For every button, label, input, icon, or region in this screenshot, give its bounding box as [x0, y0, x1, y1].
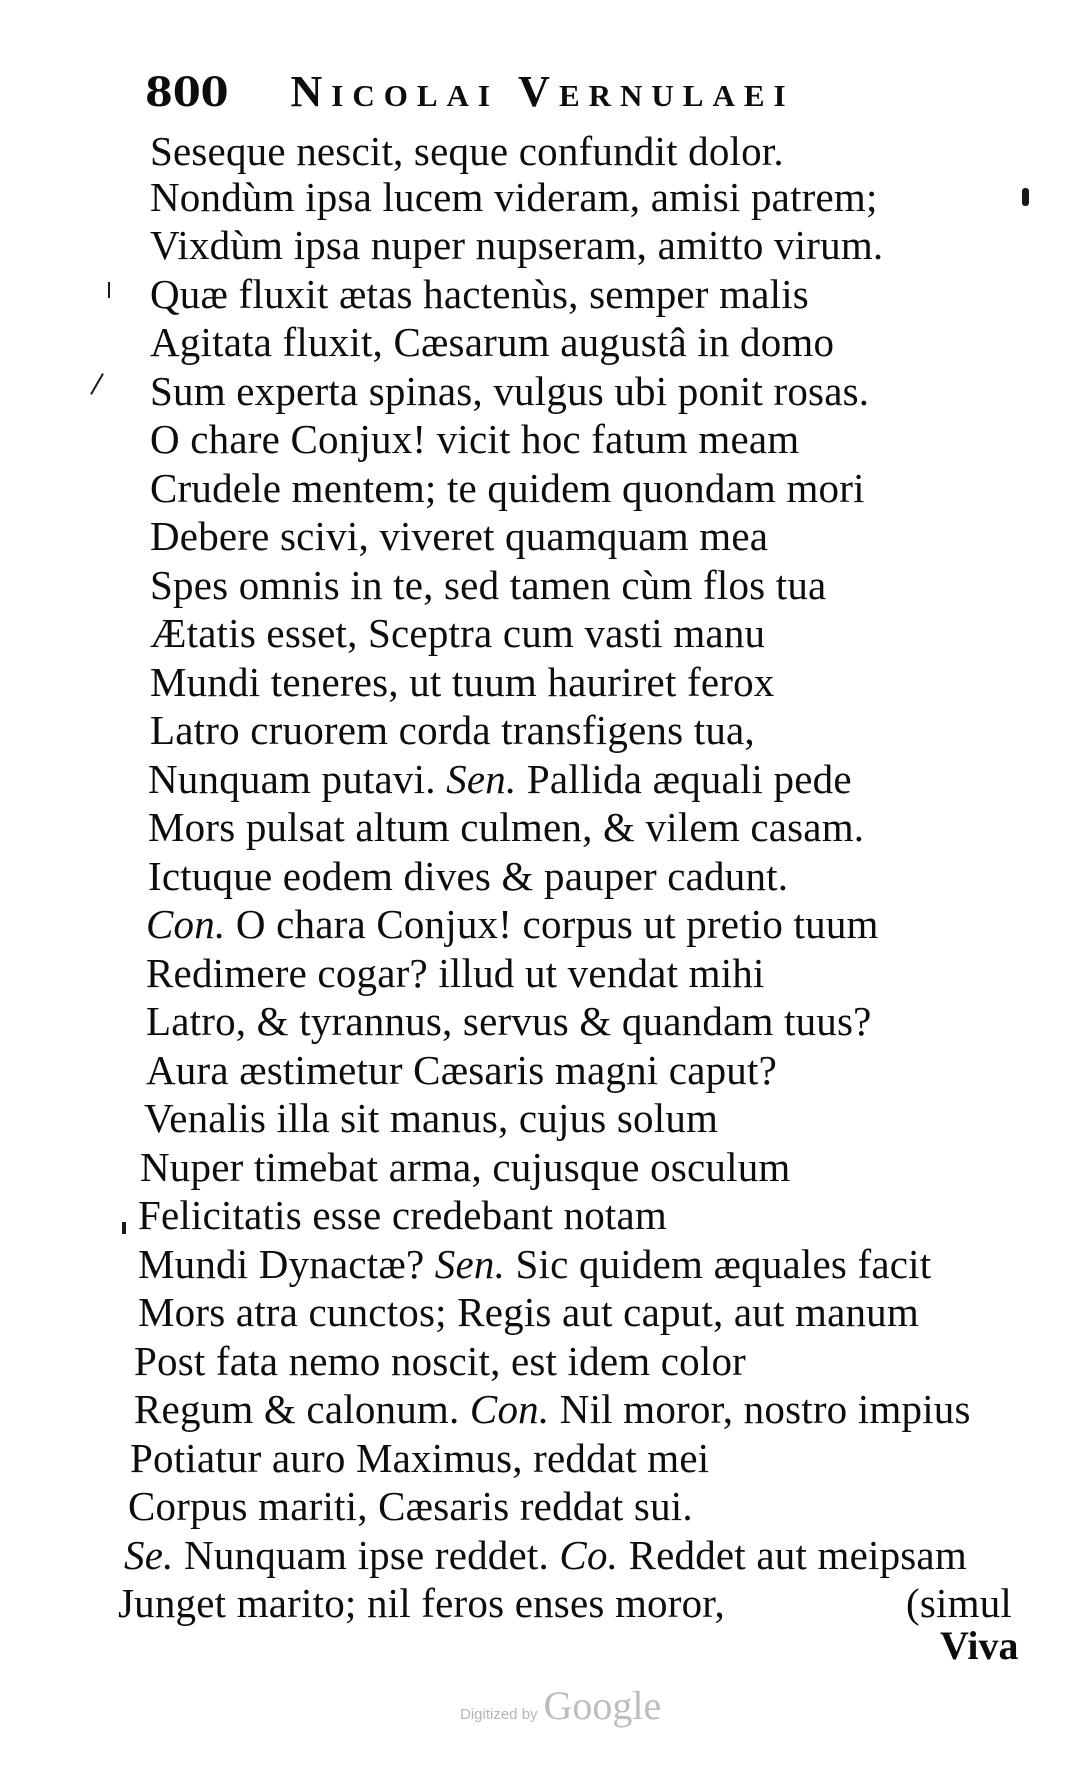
verse-line-11: [150, 610, 765, 656]
verse-text: Sum experta spinas, vulgus ubi ponit rosas.: [150, 368, 870, 414]
margin-mark: [90, 373, 104, 395]
verse-line-31: [118, 1580, 1038, 1626]
running-head: Nicolai Vernulaei: [290, 67, 795, 116]
verse-text: Vixdùm ipsa nuper nupseram, amitto virum.: [150, 222, 884, 268]
verse-line-9: [150, 513, 768, 559]
verse-text: Mundi teneres, ut tuum hauriret ferox: [150, 659, 775, 705]
verse-text: Spes omnis in te, sed tamen cùm flos tua: [150, 562, 827, 608]
speaker-name: Con.: [146, 901, 226, 947]
verse-line-26: [134, 1338, 746, 1384]
verse-text: Redimere cogar? illud ut vendat mihi: [146, 950, 765, 996]
verse-line-21: [144, 1095, 718, 1141]
verse-line-7: [150, 416, 799, 462]
margin-mark: [1022, 188, 1029, 206]
verse-text: Quæ fluxit ætas hactenùs, semper malis: [150, 271, 809, 317]
verse-line-15: [148, 804, 864, 850]
verse-line-16: [148, 853, 788, 899]
verse-text: Nunquam ipse reddet.: [184, 1532, 549, 1578]
verse-text: Corpus mariti, Cæsaris reddat sui.: [128, 1483, 693, 1529]
verse-text: Junget marito; nil feros enses moror,: [118, 1580, 725, 1626]
verse-text: Aura æstimetur Cæsaris magni caput?: [146, 1047, 777, 1093]
watermark-caption: Digitized by: [460, 1706, 538, 1723]
google-logo: Google: [543, 1683, 662, 1728]
verse-line-17: [146, 901, 879, 947]
verse-line-4: [150, 271, 809, 317]
verse-text-continued: Pallida æquali pede: [526, 756, 852, 802]
verse-line-10: [150, 562, 826, 608]
verse-text: Mundi Dynactæ?: [138, 1241, 425, 1287]
verse-text-continued: Sic quidem æquales facit: [515, 1241, 932, 1287]
verse-line-3: [150, 222, 883, 268]
catchword: Viva: [940, 1623, 1019, 1668]
verse-text: Debere scivi, viveret quamquam mea: [150, 513, 769, 559]
verse-line-18: [146, 950, 765, 996]
verse-text: Felicitatis esse credebant notam: [138, 1192, 667, 1238]
page-header: [145, 66, 795, 118]
verse-line-13: [150, 707, 755, 753]
verse-text: Crudele mentem; te quidem quondam mori: [150, 465, 865, 511]
verse-line-12: [150, 659, 775, 705]
verse-text: Nondùm ipsa lucem videram, amisi patrem;: [150, 174, 878, 220]
verse-text: Regum & calonum.: [134, 1386, 460, 1432]
margin-mark: [122, 1222, 126, 1234]
verse-line-24: [138, 1241, 931, 1287]
verse-text: Ætatis esset, Sceptra cum vasti manu: [150, 610, 766, 656]
verse-text: Post fata nemo noscit, est idem color: [134, 1338, 747, 1384]
verse-line-30: [124, 1532, 967, 1578]
verse-line-28: [130, 1435, 709, 1481]
verse-line-25: [138, 1289, 919, 1335]
digitized-watermark: [460, 1682, 661, 1729]
verse-line-2: [150, 174, 878, 220]
verse-line-27: [134, 1386, 971, 1432]
verse-line-22: [140, 1144, 791, 1190]
verse-text: O chare Conjux! vicit hoc fatum meam: [150, 416, 800, 462]
verse-line-23: [138, 1192, 667, 1238]
verse-turnover: (simul: [906, 1580, 1012, 1626]
verse-line-8: [150, 465, 865, 511]
speaker-name: Con.: [469, 1386, 550, 1432]
verse-line-1: [150, 128, 784, 174]
verse-text-continued: Nil moror, nostro impius: [559, 1386, 971, 1432]
verse-text: Latro cruorem corda transfigens tua,: [150, 707, 755, 753]
verse-line-14: [148, 756, 852, 802]
verse-text: Mors pulsat altum culmen, & vilem casam.: [148, 804, 865, 850]
verse-line-29: [128, 1483, 693, 1529]
verse-line-6: [150, 368, 869, 414]
verse-line-20: [146, 1047, 777, 1093]
verse-line-5: [150, 319, 834, 365]
verse-text: Nuper timebat arma, cujusque osculum: [140, 1144, 791, 1190]
verse-text: Nunquam putavi.: [148, 756, 436, 802]
speaker-name: Sen.: [446, 756, 517, 802]
verse-text: Venalis illa sit manus, cujus solum: [144, 1095, 719, 1141]
verse-text-continued: Reddet aut meipsam: [628, 1532, 967, 1578]
verse-text: Ictuque eodem dives & pauper cadunt.: [148, 853, 789, 899]
speaker-name: Se.: [124, 1532, 174, 1578]
verse-text: Mors atra cunctos; Regis aut caput, aut manum: [138, 1289, 919, 1335]
speaker-name: Sen.: [434, 1241, 506, 1287]
verse-text: O chara Conjux! corpus ut pretio tuum: [235, 901, 879, 947]
page-number: 800: [145, 69, 229, 116]
speaker-name: Co.: [559, 1532, 619, 1578]
verse-text: Seseque nescit, seque confundit dolor.: [150, 128, 784, 174]
verse-text: Agitata fluxit, Cæsarum augustâ in domo: [150, 319, 835, 365]
margin-mark: [108, 282, 110, 298]
verse-line-19: [146, 998, 872, 1044]
verse-text: Latro, & tyrannus, servus & quandam tuus?: [146, 998, 872, 1044]
verse-text: Potiatur auro Maximus, reddat mei: [130, 1435, 710, 1481]
